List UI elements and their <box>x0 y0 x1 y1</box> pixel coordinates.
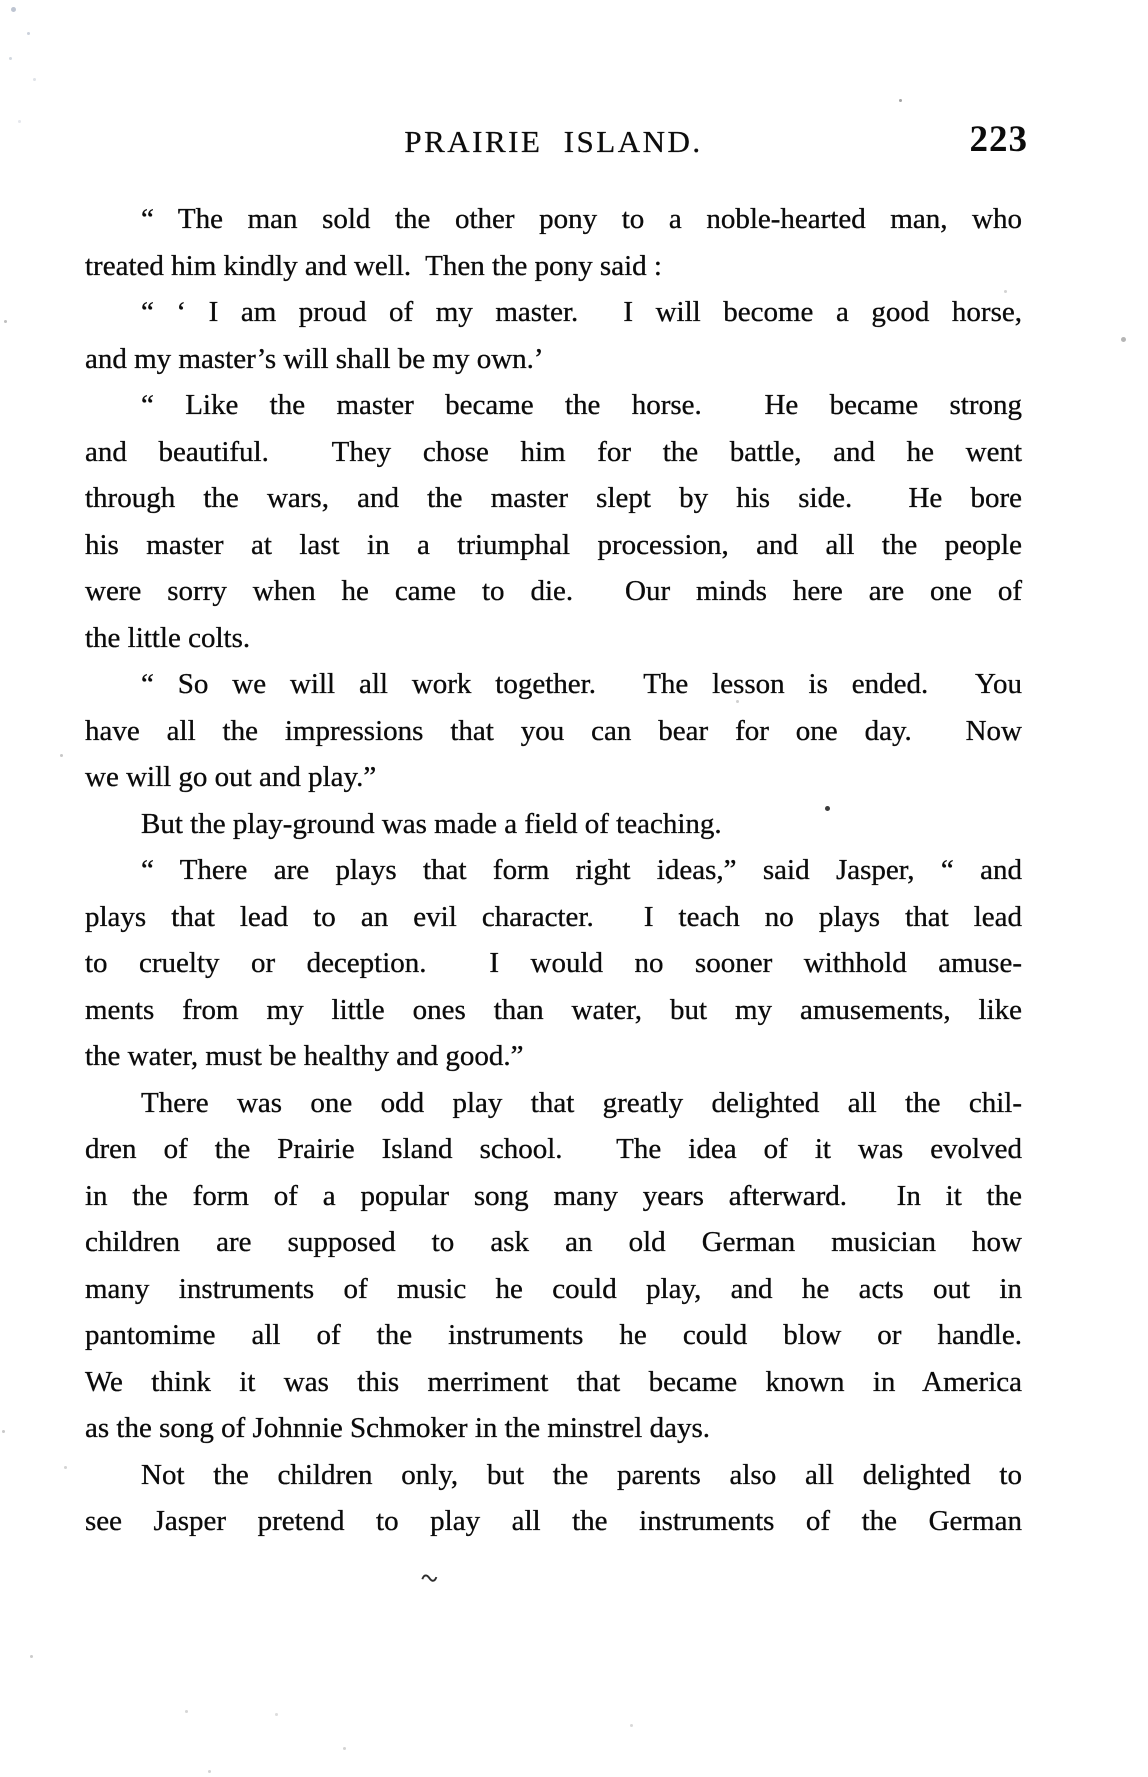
paragraph <box>85 1080 1022 1452</box>
paragraph <box>85 382 1022 661</box>
running-header <box>85 122 1022 162</box>
text-line: and my master’s will shall be my own.’ <box>85 342 544 375</box>
text-line: and beautiful. They chose him for the battle, and he went <box>85 435 1022 468</box>
text-line: “ There are plays that form right ideas,” said Jasper, “ and <box>141 854 1022 886</box>
text-line: treated him kindly and well. Then the pony said : <box>85 249 662 282</box>
text-line: the little colts. <box>85 621 251 654</box>
running-title: PRAIRIE ISLAND. <box>404 124 703 159</box>
text-line: Not the children only, but the parents also all delighted to <box>141 1458 1022 1491</box>
paragraph <box>85 196 1022 289</box>
stray-pen-mark: ~ <box>417 1560 442 1597</box>
text-line: We think it was this merriment that became known in America <box>85 1365 1022 1398</box>
text-line: “ ‘ I am proud of my master. I will become a good horse, <box>141 296 1022 328</box>
text-line: to cruelty or deception. I would no sooner withhold amuse- <box>85 947 1022 979</box>
text-line: ments from my little ones than water, but my amusements, like <box>85 993 1022 1026</box>
text-line: in the form of a popular song many years afterward. In it the <box>85 1179 1022 1212</box>
text-line: “ Like the master became the horse. He became strong <box>141 389 1022 421</box>
paragraph <box>85 661 1022 801</box>
text-line: as the song of Johnnie Schmoker in the minstrel days. <box>85 1412 711 1444</box>
text-line: his master at last in a triumphal procession, and all the people <box>85 528 1022 561</box>
text-line: But the play-ground was made a field of teaching. <box>141 807 722 840</box>
paragraph <box>85 1452 1022 1545</box>
text-line: “ So we will all work together. The lesson is ended. You <box>141 668 1022 700</box>
page-number: 223 <box>969 119 1028 160</box>
paragraph <box>85 847 1022 1080</box>
text-line: many instruments of music he could play, and he acts out in <box>85 1272 1022 1305</box>
text-line: through the wars, and the master slept by his side. He bore <box>85 482 1022 514</box>
scan-noise-speckles <box>0 0 3 3</box>
text-line: pantomime all of the instruments he could blow or handle. <box>85 1319 1022 1351</box>
text-line: plays that lead to an evil character. I teach no plays that lead <box>85 900 1022 933</box>
text-line: were sorry when he came to die. Our minds here are one of <box>85 575 1022 607</box>
paragraph <box>85 289 1022 382</box>
text-line: have all the impressions that you can bear for one day. Now <box>85 714 1022 747</box>
text-line: see Jasper pretend to play all the instruments of the German <box>85 1505 1022 1537</box>
text-line: “ The man sold the other pony to a noble-hearted man, who <box>141 203 1022 235</box>
text-line: we will go out and play.” <box>85 761 377 793</box>
text-line: dren of the Prairie Island school. The idea of it was evolved <box>85 1133 1022 1165</box>
text-line: There was one odd play that greatly delighted all the chil- <box>141 1086 1022 1119</box>
paragraph <box>85 801 1022 848</box>
text-line: children are supposed to ask an old German musician how <box>85 1226 1022 1258</box>
text-line: the water, must be healthy and good.” <box>85 1040 524 1072</box>
page-body <box>85 196 1022 1545</box>
